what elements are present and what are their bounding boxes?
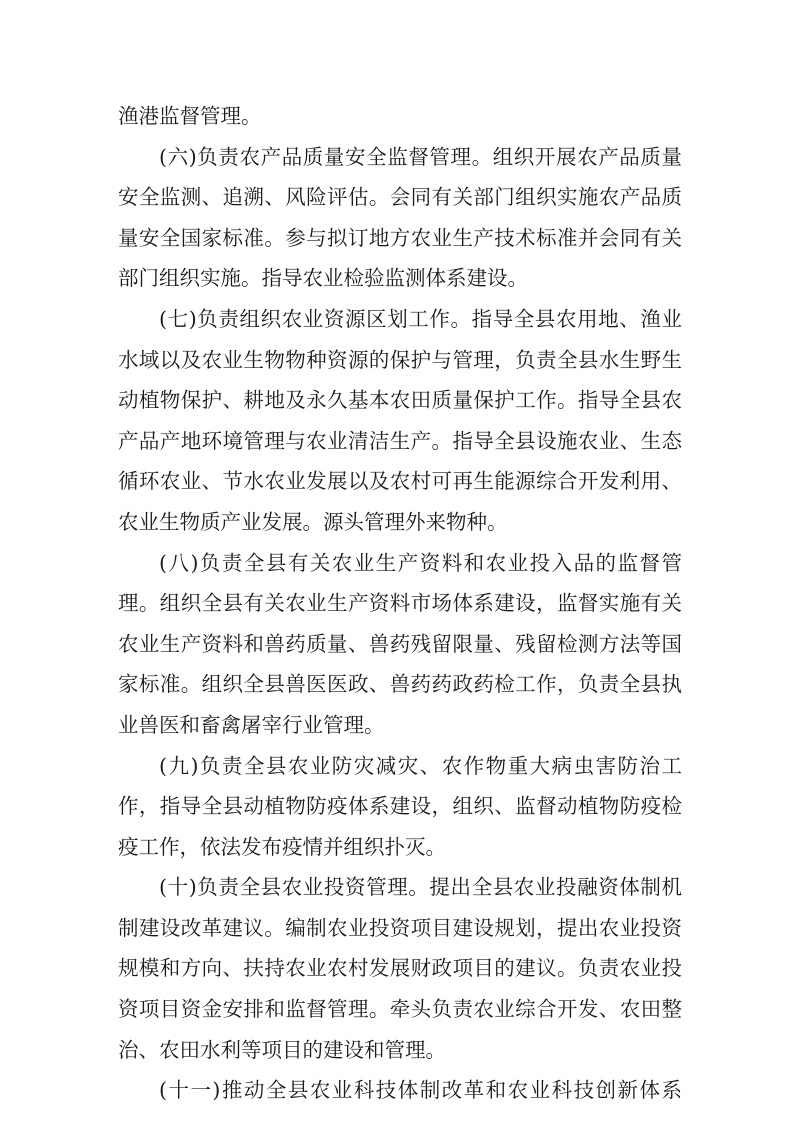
document-page bbox=[118, 96, 682, 1111]
text-line: (十)负责全县农业投资管理。提出全县农业投融资体制机 bbox=[159, 875, 682, 900]
text-line: 量安全国家标准。参与拟订地方农业生产技术标准并会同有关 bbox=[118, 225, 682, 250]
text-line: 动植物保护、耕地及永久基本农田质量保护工作。指导全县农 bbox=[118, 388, 682, 413]
text-line: 疫工作，依法发布疫情并组织扑灭。 bbox=[118, 834, 446, 859]
text-line: 制建设改革建议。编制农业投资项目建设规划，提出农业投资 bbox=[118, 915, 682, 940]
text-line: (七)负责组织农业资源区划工作。指导全县农用地、渔业 bbox=[159, 306, 682, 331]
text-line: 产品产地环境管理与农业清洁生产。指导全县设施农业、生态 bbox=[118, 428, 682, 453]
text-line: 资项目资金安排和监督管理。牵头负责农业综合开发、农田整 bbox=[118, 997, 682, 1022]
text-line: 安全监测、追溯、风险评估。会同有关部门组织实施农产品质 bbox=[118, 185, 682, 210]
text-line: 农业生物质产业发展。源头管理外来物种。 bbox=[118, 509, 508, 534]
text-line: 农业生产资料和兽药质量、兽药残留限量、残留检测方法等国 bbox=[118, 631, 682, 656]
text-line: 业兽医和畜禽屠宰行业管理。 bbox=[118, 712, 385, 737]
text-line: (八)负责全县有关农业生产资料和农业投入品的监督管 bbox=[159, 550, 682, 575]
text-line: 循环农业、节水农业发展以及农村可再生能源综合开发利用、 bbox=[118, 469, 682, 494]
text-line: 作，指导全县动植物防疫体系建设，组织、监督动植物防疫检 bbox=[118, 794, 682, 819]
text-line: 水域以及农业生物物种资源的保护与管理，负责全县水生野生 bbox=[118, 347, 682, 372]
text-line: (十一)推动全县农业科技体制改革和农业科技创新体系 bbox=[159, 1078, 682, 1103]
text-line: (六)负责农产品质量安全监督管理。组织开展农产品质量 bbox=[159, 144, 682, 169]
text-line: 理。组织全县有关农业生产资料市场体系建设，监督实施有关 bbox=[118, 591, 682, 616]
text-line: 部门组织实施。指导农业检验监测体系建设。 bbox=[118, 266, 528, 291]
text-line: 治、农田水利等项目的建设和管理。 bbox=[118, 1037, 446, 1062]
text-line: (九)负责全县农业防灾减灾、农作物重大病虫害防治工 bbox=[159, 753, 682, 778]
text-line: 规模和方向、扶持农业农村发展财政项目的建议。负责农业投 bbox=[118, 956, 682, 981]
text-line: 家标准。组织全县兽医医政、兽药药政药检工作，负责全县执 bbox=[118, 672, 682, 697]
text-line: 渔港监督管理。 bbox=[118, 104, 262, 128]
